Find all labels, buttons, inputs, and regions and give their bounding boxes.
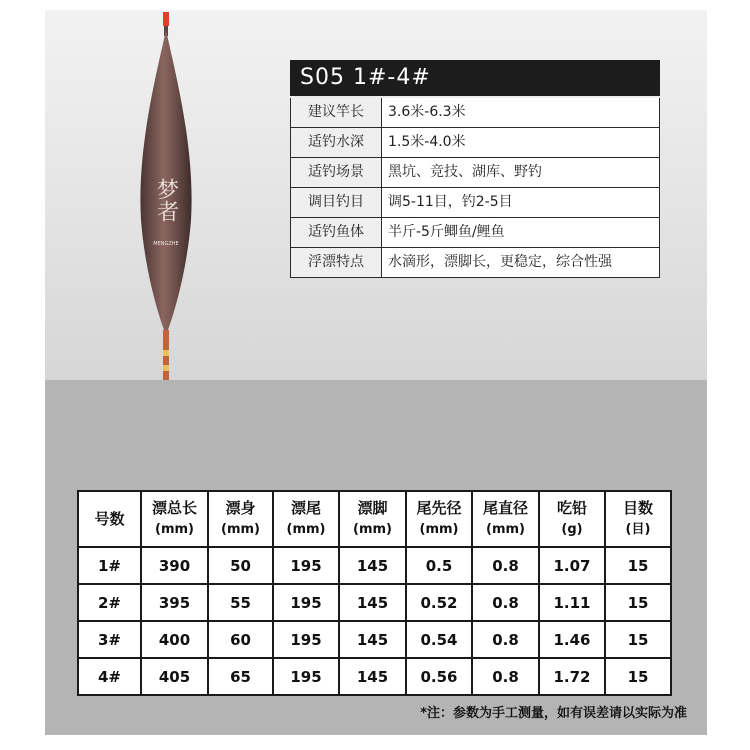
table-cell: 15	[605, 658, 671, 695]
float-tip	[163, 12, 169, 26]
table-cell: 0.8	[472, 621, 539, 658]
spec-key: 适钓水深	[291, 128, 382, 157]
table-cell: 400	[141, 621, 208, 658]
spec-row	[290, 158, 660, 188]
spec-key: 建议竿长	[291, 98, 382, 127]
spec-row	[290, 98, 660, 128]
header-cell: 漂总长 (mm)	[141, 491, 208, 547]
table-cell: 395	[141, 584, 208, 621]
spec-title: S05 1#-4#	[290, 60, 660, 96]
spec-key: 浮漂特点	[291, 248, 382, 277]
header-cell: 尾先径 (mm)	[406, 491, 472, 547]
spec-value: 3.6米-6.3米	[388, 104, 466, 120]
spec-row	[290, 128, 660, 158]
spec-panel	[290, 60, 660, 278]
table-cell: 15	[605, 547, 671, 584]
table-cell: 4#	[78, 658, 141, 695]
table-cell: 405	[141, 658, 208, 695]
table-cell: 60	[208, 621, 273, 658]
measurement-note: *注：参数为手工测量，如有误差请以实际为准	[420, 706, 687, 721]
table-cell: 55	[208, 584, 273, 621]
spec-value: 1.5米-4.0米	[388, 134, 466, 150]
table-cell: 145	[339, 621, 406, 658]
table-cell: 50	[208, 547, 273, 584]
table-cell: 0.52	[406, 584, 472, 621]
table-cell: 145	[339, 547, 406, 584]
spec-row	[290, 218, 660, 248]
table-cell: 0.8	[472, 658, 539, 695]
table-cell: 0.8	[472, 584, 539, 621]
parameter-table	[77, 490, 672, 696]
spec-value: 水滴形，漂脚长，更稳定，综合性强	[388, 254, 612, 270]
spec-key: 适钓场景	[291, 158, 382, 187]
table-cell: 0.5	[406, 547, 472, 584]
table-cell: 1.72	[539, 658, 605, 695]
table-header-row	[78, 491, 671, 547]
table-cell: 195	[273, 547, 339, 584]
table-cell: 1.11	[539, 584, 605, 621]
table-cell: 15	[605, 621, 671, 658]
header-cell: 漂尾 (mm)	[273, 491, 339, 547]
table-row	[78, 658, 671, 695]
header-cell: 漂脚 (mm)	[339, 491, 406, 547]
float-brand-text: 梦者	[153, 178, 179, 222]
table-cell: 3#	[78, 621, 141, 658]
table-cell: 0.54	[406, 621, 472, 658]
table-cell: 15	[605, 584, 671, 621]
fishing-float-image	[125, 0, 215, 390]
table-cell: 65	[208, 658, 273, 695]
header-cell: 吃铅 (g)	[539, 491, 605, 547]
table-cell: 1.07	[539, 547, 605, 584]
table-cell: 390	[141, 547, 208, 584]
table-cell: 2#	[78, 584, 141, 621]
table-cell: 1#	[78, 547, 141, 584]
header-cell: 目数 (目)	[605, 491, 671, 547]
spec-key: 调目钓目	[291, 188, 382, 217]
table-cell: 145	[339, 658, 406, 695]
table-row	[78, 584, 671, 621]
parameter-section	[45, 380, 707, 735]
table-cell: 195	[273, 621, 339, 658]
spec-value: 半斤-5斤鲫鱼/鲤鱼	[388, 224, 505, 240]
spec-key: 适钓鱼体	[291, 218, 382, 247]
header-cell: 漂身 (mm)	[208, 491, 273, 547]
table-cell: 145	[339, 584, 406, 621]
table-cell: 0.8	[472, 547, 539, 584]
header-cell: 号数	[78, 491, 141, 547]
table-row	[78, 547, 671, 584]
float-brand-subtext: MENGZHE	[153, 241, 179, 247]
header-cell: 尾直径 (mm)	[472, 491, 539, 547]
spec-value: 黑坑、竞技、湖库、野钓	[388, 164, 542, 180]
table-cell: 1.46	[539, 621, 605, 658]
table-cell: 0.56	[406, 658, 472, 695]
spec-value: 调5-11目，钓2-5目	[388, 194, 513, 210]
table-cell: 195	[273, 584, 339, 621]
spec-row	[290, 188, 660, 218]
table-row	[78, 621, 671, 658]
table-cell: 195	[273, 658, 339, 695]
spec-row	[290, 248, 660, 278]
